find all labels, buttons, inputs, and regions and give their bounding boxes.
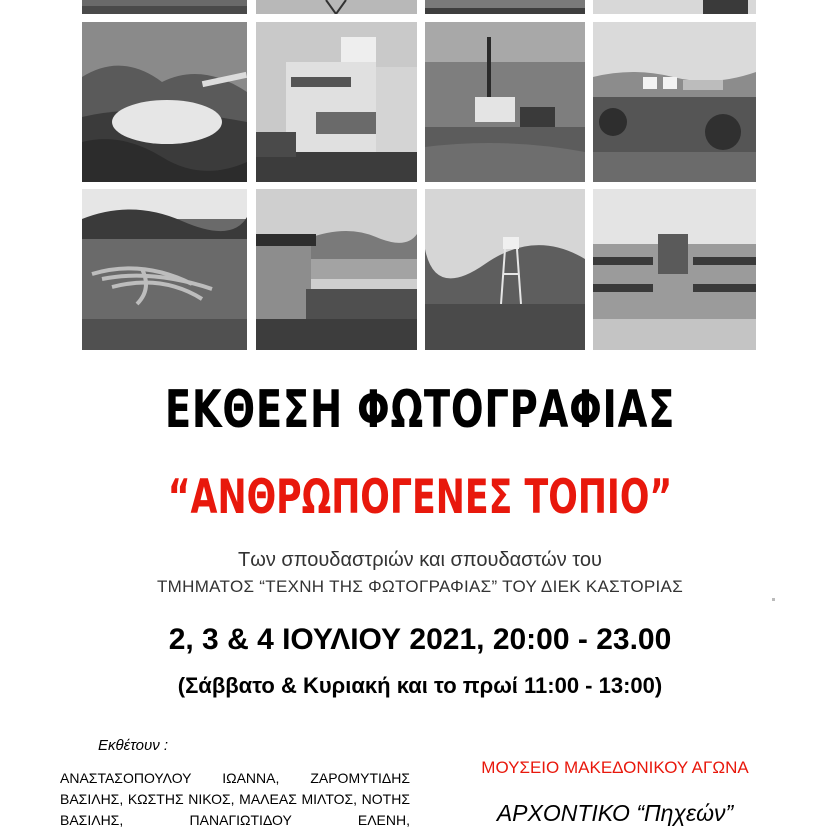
photo-top-4	[593, 0, 756, 14]
exhibition-subtitle: “ΑΝΘΡΩΠΟΓΕΝΕΣ ΤΟΠΙΟ”	[167, 470, 673, 525]
decorative-dot	[772, 598, 775, 601]
photo-school-building	[593, 189, 756, 350]
photo-industrial-field	[593, 22, 756, 182]
exhibition-dates: 2, 3 & 4 ΙΟΥΛΙΟΥ 2021, 20:00 - 23.00	[168, 623, 672, 656]
weekend-hours: (Σάββατο & Κυριακή και το πρωί 11:00 - 13:00)	[177, 673, 663, 698]
photo-storage-tank	[82, 22, 247, 182]
venue-archontiko: ΑΡΧΟΝΤΙΚΟ “Πηχεών”	[496, 800, 734, 826]
photo-top-3	[425, 0, 585, 14]
photo-factory-building	[256, 22, 417, 182]
photo-pipes-ground	[82, 189, 247, 350]
exhibitors-list: ΑΝΑΣΤΑΣΟΠΟΥΛΟΥ ΙΩΑΝΝΑ, ΖΑΡΟΜΥΤΙΔΗΣ ΒΑΣΙΛΗΣ, ΚΩΣΤΗΣ ΝΙΚΟΣ, ΜΑΛΕΑΣ ΜΙΛΤΟΣ, ΝΟΤΗΣ ΒΑΣΙΛΗΣ, ΠΑΝΑΓΙΩΤΙΔΟΥ ΕΛΕΝΗ,	[60, 770, 410, 828]
photo-shed-lake	[256, 189, 417, 350]
students-line: Των σπουδαστριών και σπουδαστών του	[238, 549, 602, 571]
photo-top-2	[256, 0, 417, 14]
department-line: ΤΜΗΜΑΤΟΣ “ΤΕΧΝΗ ΤΗΣ ΦΩΤΟΓΡΑΦΙΑΣ” ΤΟΥ ΔΙΕΚ ΚΑΣΤΟΡΙΑΣ	[157, 577, 683, 596]
photo-top-1	[82, 0, 247, 14]
exhibitors-label: Εκθέτουν :	[98, 737, 169, 754]
exhibition-title: ΕΚΘΕΣΗ ΦΩΤΟΓΡΑΦΙΑΣ	[164, 380, 676, 440]
photo-water-tower	[425, 189, 585, 350]
photo-drilling-rig	[425, 22, 585, 182]
venue-museum: ΜΟΥΣΕΙΟ ΜΑΚΕΔΟΝΙΚΟΥ ΑΓΩΝΑ	[481, 758, 749, 777]
photo-grid	[0, 0, 840, 350]
